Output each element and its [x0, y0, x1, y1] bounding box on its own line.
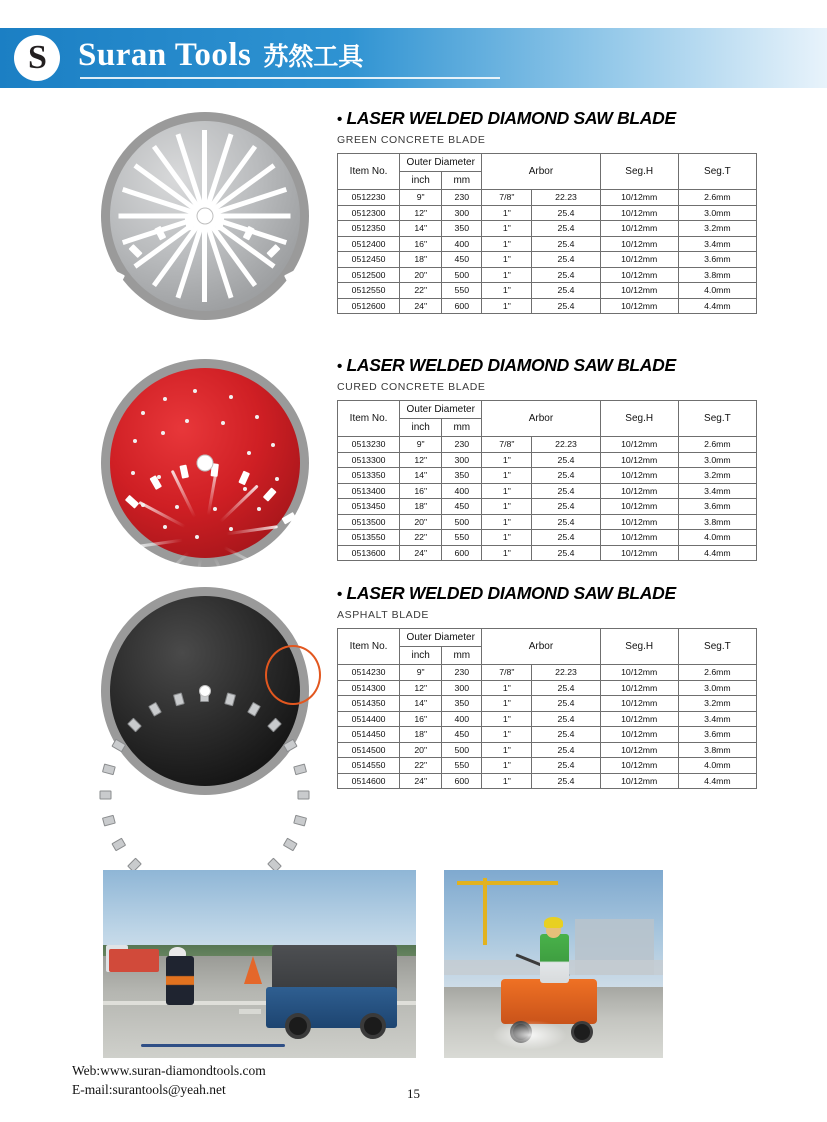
th-inch: inch	[400, 419, 442, 437]
cell-segt: 4.0mm	[678, 530, 756, 546]
cell-inch: 12"	[400, 205, 442, 221]
cell-segh: 10/12mm	[600, 545, 678, 561]
cell-mm: 400	[442, 483, 482, 499]
table-row	[338, 514, 757, 530]
cell-mm: 500	[442, 742, 482, 758]
cell-inch: 18"	[400, 252, 442, 268]
cell-mm: 300	[442, 205, 482, 221]
cell-segt: 4.0mm	[678, 758, 756, 774]
cell-inch: 12"	[400, 680, 442, 696]
th-inch: inch	[400, 647, 442, 665]
cell-segt: 2.6mm	[678, 665, 756, 681]
cell-arbor-mm: 25.4	[532, 711, 600, 727]
th-inch: inch	[400, 172, 442, 190]
cell-segt: 3.2mm	[678, 696, 756, 712]
cell-mm: 300	[442, 680, 482, 696]
cell-mm: 400	[442, 236, 482, 252]
cell-item: 0513300	[338, 452, 400, 468]
cell-item: 0512350	[338, 221, 400, 237]
brand-text-wrap	[74, 37, 500, 79]
th-item-no: Item No.	[338, 629, 400, 665]
arbor-hole	[196, 207, 213, 224]
cell-segh: 10/12mm	[600, 758, 678, 774]
table-row	[338, 665, 757, 681]
logo-s-glyph: S	[28, 39, 46, 76]
table-row	[338, 483, 757, 499]
cell-segh: 10/12mm	[600, 236, 678, 252]
blade-image-green	[82, 108, 327, 323]
cell-segt: 3.6mm	[678, 252, 756, 268]
cell-mm: 230	[442, 190, 482, 206]
cell-arbor-inch: 7/8"	[482, 190, 532, 206]
turbo-diamond-blade-red-icon	[101, 359, 309, 567]
cell-arbor-inch: 1"	[482, 742, 532, 758]
cell-segt: 3.4mm	[678, 483, 756, 499]
cell-arbor-inch: 1"	[482, 711, 532, 727]
floor-saw-worker-photo	[103, 870, 416, 1058]
cell-segt: 3.8mm	[678, 267, 756, 283]
cell-mm: 500	[442, 267, 482, 283]
cell-mm: 350	[442, 696, 482, 712]
th-arbor: Arbor	[482, 154, 600, 190]
product-title-text: LASER WELDED DIAMOND SAW BLADE	[346, 583, 676, 603]
cell-inch: 9"	[400, 437, 442, 453]
cell-inch: 14"	[400, 468, 442, 484]
cell-mm: 550	[442, 283, 482, 299]
cell-segt: 4.4mm	[678, 545, 756, 561]
cell-arbor-inch: 1"	[482, 236, 532, 252]
cell-arbor-mm: 25.4	[532, 205, 600, 221]
cell-item: 0513350	[338, 468, 400, 484]
spec-table-cured	[337, 400, 757, 561]
cell-item: 0513600	[338, 545, 400, 561]
cell-segt: 3.6mm	[678, 499, 756, 515]
cell-segt: 3.0mm	[678, 680, 756, 696]
table-row	[338, 680, 757, 696]
cell-segh: 10/12mm	[600, 283, 678, 299]
cell-item: 0512230	[338, 190, 400, 206]
cell-inch: 22"	[400, 283, 442, 299]
cell-arbor-inch: 1"	[482, 221, 532, 237]
cell-segh: 10/12mm	[600, 452, 678, 468]
cell-inch: 24"	[400, 298, 442, 314]
cell-item: 0513230	[338, 437, 400, 453]
table-row	[338, 283, 757, 299]
cell-segh: 10/12mm	[600, 267, 678, 283]
cell-item: 0512550	[338, 283, 400, 299]
cell-mm: 600	[442, 298, 482, 314]
cell-segh: 10/12mm	[600, 221, 678, 237]
cell-item: 0514550	[338, 758, 400, 774]
brand-logo	[0, 28, 74, 88]
table-row	[338, 205, 757, 221]
cell-segt: 3.0mm	[678, 205, 756, 221]
cell-arbor-mm: 25.4	[532, 545, 600, 561]
cell-arbor-mm: 25.4	[532, 252, 600, 268]
cell-arbor-mm: 22.23	[532, 190, 600, 206]
cell-segt: 3.6mm	[678, 727, 756, 743]
cell-segt: 3.0mm	[678, 452, 756, 468]
cell-inch: 9"	[400, 665, 442, 681]
cell-segh: 10/12mm	[600, 190, 678, 206]
cell-inch: 16"	[400, 483, 442, 499]
cell-mm: 450	[442, 499, 482, 515]
cell-arbor-mm: 25.4	[532, 773, 600, 789]
cell-inch: 14"	[400, 221, 442, 237]
table-row	[338, 545, 757, 561]
cell-inch: 22"	[400, 530, 442, 546]
cell-segh: 10/12mm	[600, 514, 678, 530]
cell-segt: 3.8mm	[678, 742, 756, 758]
cell-mm: 350	[442, 468, 482, 484]
cell-item: 0513550	[338, 530, 400, 546]
cell-arbor-mm: 25.4	[532, 267, 600, 283]
cell-segh: 10/12mm	[600, 252, 678, 268]
table-row	[338, 530, 757, 546]
cell-mm: 230	[442, 665, 482, 681]
cell-arbor-inch: 1"	[482, 483, 532, 499]
cell-segh: 10/12mm	[600, 483, 678, 499]
blade-image-black	[82, 583, 327, 798]
cell-arbor-inch: 1"	[482, 680, 532, 696]
cell-mm: 500	[442, 514, 482, 530]
footer-web: Web:www.suran-diamondtools.com	[72, 1062, 266, 1078]
th-seg-t: Seg.T	[678, 401, 756, 437]
th-arbor: Arbor	[482, 629, 600, 665]
cell-arbor-mm: 25.4	[532, 727, 600, 743]
cell-segh: 10/12mm	[600, 530, 678, 546]
cell-mm: 350	[442, 221, 482, 237]
product-subtitle: ASPHALT BLADE	[337, 609, 430, 621]
cell-item: 0514400	[338, 711, 400, 727]
cell-arbor-inch: 1"	[482, 545, 532, 561]
cell-segh: 10/12mm	[600, 205, 678, 221]
cell-arbor-mm: 25.4	[532, 530, 600, 546]
cell-item: 0514350	[338, 696, 400, 712]
cell-mm: 450	[442, 252, 482, 268]
product-title	[337, 108, 757, 129]
cell-arbor-mm: 25.4	[532, 499, 600, 515]
cell-arbor-inch: 1"	[482, 298, 532, 314]
th-seg-h: Seg.H	[600, 629, 678, 665]
bullet-icon: •	[337, 586, 342, 603]
cell-inch: 24"	[400, 545, 442, 561]
th-seg-h: Seg.H	[600, 154, 678, 190]
cell-arbor-mm: 25.4	[532, 514, 600, 530]
table-row	[338, 298, 757, 314]
table-row	[338, 221, 757, 237]
th-seg-h: Seg.H	[600, 401, 678, 437]
cell-item: 0514300	[338, 680, 400, 696]
bullet-icon: •	[337, 358, 342, 375]
table-row	[338, 742, 757, 758]
cell-segt: 4.4mm	[678, 298, 756, 314]
brand-name-en: Suran Tools	[78, 37, 252, 73]
table-row	[338, 252, 757, 268]
product-subtitle: GREEN CONCRETE BLADE	[337, 134, 486, 146]
cell-inch: 20"	[400, 267, 442, 283]
segmented-diamond-blade-silver-icon	[101, 112, 309, 320]
cell-segh: 10/12mm	[600, 437, 678, 453]
bullet-icon: •	[337, 111, 342, 128]
cell-segt: 3.2mm	[678, 221, 756, 237]
cell-mm: 600	[442, 545, 482, 561]
cell-arbor-inch: 1"	[482, 499, 532, 515]
cell-arbor-mm: 25.4	[532, 680, 600, 696]
cell-arbor-mm: 25.4	[532, 468, 600, 484]
cell-item: 0513450	[338, 499, 400, 515]
footer-email: E-mail:surantools@yeah.net	[72, 1082, 226, 1098]
cell-segt: 3.4mm	[678, 711, 756, 727]
cell-arbor-mm: 25.4	[532, 742, 600, 758]
cell-item: 0513400	[338, 483, 400, 499]
th-mm: mm	[442, 419, 482, 437]
cell-inch: 18"	[400, 727, 442, 743]
cell-segh: 10/12mm	[600, 680, 678, 696]
cell-inch: 20"	[400, 742, 442, 758]
product-subtitle: CURED CONCRETE BLADE	[337, 381, 486, 393]
table-row	[338, 236, 757, 252]
brand-name-cn: 苏然工具	[263, 42, 364, 71]
cell-segh: 10/12mm	[600, 499, 678, 515]
th-mm: mm	[442, 172, 482, 190]
cell-mm: 300	[442, 452, 482, 468]
page-header	[0, 28, 827, 88]
product-title-text: LASER WELDED DIAMOND SAW BLADE	[346, 108, 676, 128]
cell-arbor-mm: 25.4	[532, 283, 600, 299]
cell-segh: 10/12mm	[600, 727, 678, 743]
cell-item: 0514500	[338, 742, 400, 758]
product-text-cured	[337, 355, 757, 561]
th-seg-t: Seg.T	[678, 154, 756, 190]
cell-inch: 16"	[400, 711, 442, 727]
cell-segh: 10/12mm	[600, 468, 678, 484]
cell-segh: 10/12mm	[600, 298, 678, 314]
cell-arbor-inch: 7/8"	[482, 437, 532, 453]
cell-segh: 10/12mm	[600, 696, 678, 712]
cell-mm: 450	[442, 727, 482, 743]
cell-arbor-inch: 1"	[482, 758, 532, 774]
cell-arbor-inch: 1"	[482, 205, 532, 221]
cell-item: 0512450	[338, 252, 400, 268]
cell-item: 0512400	[338, 236, 400, 252]
cell-arbor-mm: 25.4	[532, 452, 600, 468]
spec-table-asphalt	[337, 628, 757, 789]
table-row	[338, 190, 757, 206]
product-title	[337, 583, 757, 604]
product-text-asphalt	[337, 583, 757, 789]
cell-arbor-inch: 1"	[482, 267, 532, 283]
brand-underline	[80, 77, 500, 79]
cell-segt: 2.6mm	[678, 437, 756, 453]
cell-arbor-inch: 1"	[482, 283, 532, 299]
cell-mm: 400	[442, 711, 482, 727]
th-outer-diameter: Outer Diameter	[400, 154, 482, 172]
cell-arbor-inch: 1"	[482, 727, 532, 743]
cell-arbor-inch: 1"	[482, 514, 532, 530]
cell-arbor-mm: 25.4	[532, 221, 600, 237]
cell-inch: 22"	[400, 758, 442, 774]
table-row	[338, 437, 757, 453]
th-item-no: Item No.	[338, 154, 400, 190]
th-mm: mm	[442, 647, 482, 665]
cell-segh: 10/12mm	[600, 711, 678, 727]
cell-arbor-mm: 22.23	[532, 665, 600, 681]
cell-arbor-inch: 1"	[482, 452, 532, 468]
cell-segh: 10/12mm	[600, 665, 678, 681]
cell-arbor-inch: 1"	[482, 252, 532, 268]
product-text-green	[337, 108, 757, 314]
cell-item: 0514600	[338, 773, 400, 789]
blade-image-red	[82, 355, 327, 570]
th-outer-diameter: Outer Diameter	[400, 629, 482, 647]
cell-arbor-inch: 7/8"	[482, 665, 532, 681]
cell-inch: 18"	[400, 499, 442, 515]
table-row	[338, 773, 757, 789]
cell-mm: 230	[442, 437, 482, 453]
th-item-no: Item No.	[338, 401, 400, 437]
cell-segt: 4.4mm	[678, 773, 756, 789]
walk-behind-saw-operator-photo	[444, 870, 663, 1058]
cell-inch: 24"	[400, 773, 442, 789]
cell-arbor-mm: 25.4	[532, 696, 600, 712]
table-row	[338, 727, 757, 743]
cell-arbor-mm: 25.4	[532, 758, 600, 774]
cell-segt: 3.4mm	[678, 236, 756, 252]
cell-arbor-inch: 1"	[482, 773, 532, 789]
cell-arbor-mm: 25.4	[532, 298, 600, 314]
cell-inch: 12"	[400, 452, 442, 468]
table-row	[338, 499, 757, 515]
cell-arbor-mm: 25.4	[532, 236, 600, 252]
cell-item: 0512300	[338, 205, 400, 221]
th-arbor: Arbor	[482, 401, 600, 437]
product-title	[337, 355, 757, 376]
cell-segt: 2.6mm	[678, 190, 756, 206]
cell-inch: 20"	[400, 514, 442, 530]
cell-mm: 550	[442, 758, 482, 774]
cell-segt: 3.8mm	[678, 514, 756, 530]
cell-inch: 14"	[400, 696, 442, 712]
cell-inch: 9"	[400, 190, 442, 206]
cell-arbor-inch: 1"	[482, 530, 532, 546]
spec-table-green	[337, 153, 757, 314]
cell-inch: 16"	[400, 236, 442, 252]
table-row	[338, 267, 757, 283]
cell-arbor-inch: 1"	[482, 468, 532, 484]
suran-s-logo-icon	[14, 35, 60, 81]
cell-item: 0512600	[338, 298, 400, 314]
table-row	[338, 758, 757, 774]
cell-segt: 3.2mm	[678, 468, 756, 484]
arbor-hole	[199, 685, 211, 697]
cell-mm: 550	[442, 530, 482, 546]
cell-segh: 10/12mm	[600, 742, 678, 758]
product-title-text: LASER WELDED DIAMOND SAW BLADE	[346, 355, 676, 375]
arbor-hole	[196, 454, 213, 471]
table-row	[338, 452, 757, 468]
page-number: 15	[407, 1086, 420, 1101]
table-row	[338, 696, 757, 712]
cell-item: 0514230	[338, 665, 400, 681]
th-outer-diameter: Outer Diameter	[400, 401, 482, 419]
cell-item: 0513500	[338, 514, 400, 530]
cell-item: 0514450	[338, 727, 400, 743]
cell-arbor-inch: 1"	[482, 696, 532, 712]
cell-mm: 600	[442, 773, 482, 789]
cell-arbor-mm: 22.23	[532, 437, 600, 453]
highlight-circle-marker	[265, 645, 321, 705]
cell-arbor-mm: 25.4	[532, 483, 600, 499]
table-row	[338, 711, 757, 727]
table-row	[338, 468, 757, 484]
cell-segt: 4.0mm	[678, 283, 756, 299]
th-seg-t: Seg.T	[678, 629, 756, 665]
cell-item: 0512500	[338, 267, 400, 283]
cell-segh: 10/12mm	[600, 773, 678, 789]
